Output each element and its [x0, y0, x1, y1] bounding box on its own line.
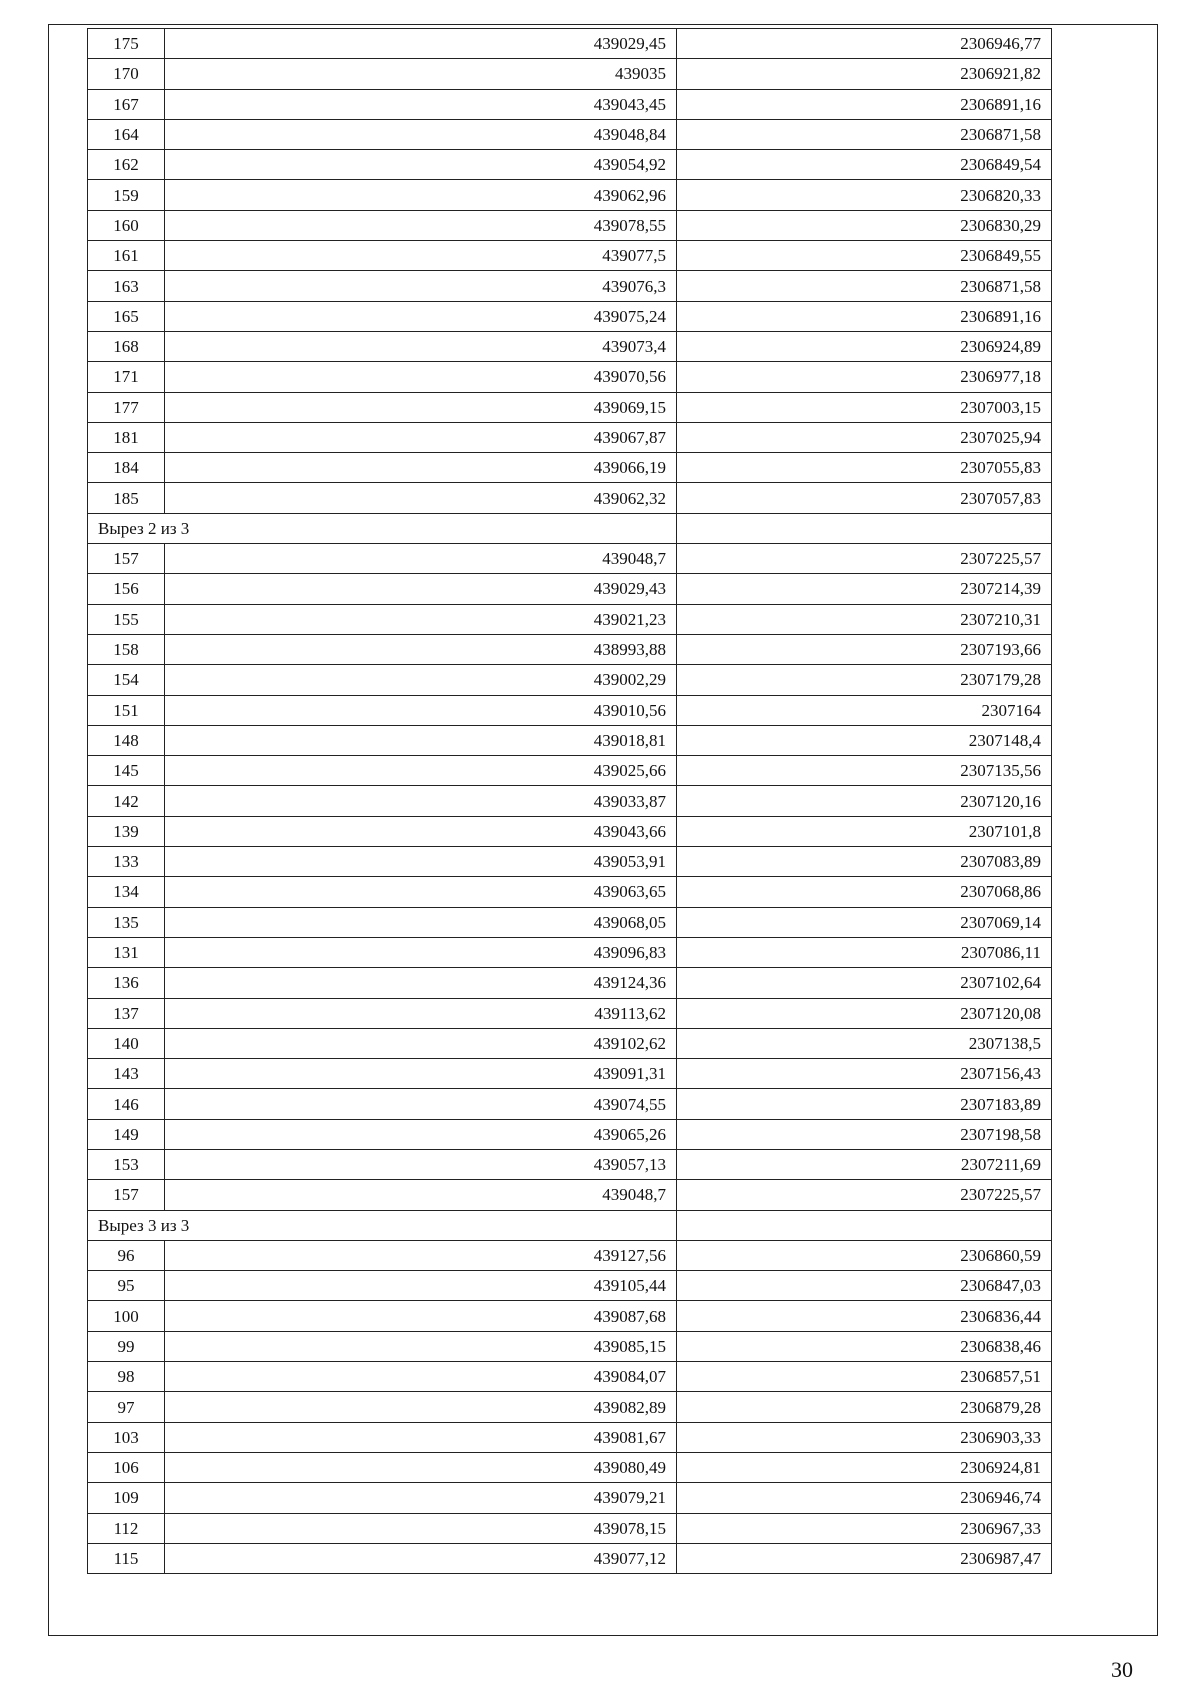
x-coordinate-cell: 439063,65: [165, 877, 677, 907]
y-coordinate-cell: 2307083,89: [677, 847, 1052, 877]
x-coordinate-cell: 439096,83: [165, 937, 677, 967]
x-coordinate-cell: 439078,15: [165, 1513, 677, 1543]
table-row: [88, 1240, 1052, 1270]
table-row: [88, 1028, 1052, 1058]
x-coordinate-cell: 439066,19: [165, 453, 677, 483]
y-coordinate-cell: 2306849,55: [677, 241, 1052, 271]
table-row: [88, 1513, 1052, 1543]
table-row: [88, 1483, 1052, 1513]
point-number-cell: 159: [88, 180, 165, 210]
table-row: [88, 1422, 1052, 1452]
x-coordinate-cell: 439075,24: [165, 301, 677, 331]
y-coordinate-cell: 2307164: [677, 695, 1052, 725]
x-coordinate-cell: 439081,67: [165, 1422, 677, 1452]
x-coordinate-cell: 439087,68: [165, 1301, 677, 1331]
x-coordinate-cell: 439048,7: [165, 1180, 677, 1210]
y-coordinate-cell: 2307183,89: [677, 1089, 1052, 1119]
table-row: [88, 604, 1052, 634]
point-number-cell: 181: [88, 422, 165, 452]
table-row: [88, 1119, 1052, 1149]
y-coordinate-cell: 2306871,58: [677, 119, 1052, 149]
point-number-cell: 100: [88, 1301, 165, 1331]
table-row: [88, 331, 1052, 361]
y-coordinate-cell: 2307225,57: [677, 1180, 1052, 1210]
x-coordinate-cell: 439069,15: [165, 392, 677, 422]
x-coordinate-cell: 439043,66: [165, 816, 677, 846]
x-coordinate-cell: 439124,36: [165, 968, 677, 998]
point-number-cell: 156: [88, 574, 165, 604]
table-row: [88, 483, 1052, 513]
point-number-cell: 151: [88, 695, 165, 725]
table-row: [88, 937, 1052, 967]
y-coordinate-cell: 2306967,33: [677, 1513, 1052, 1543]
y-coordinate-cell: 2307120,08: [677, 998, 1052, 1028]
y-coordinate-cell: 2307198,58: [677, 1119, 1052, 1149]
x-coordinate-cell: 439065,26: [165, 1119, 677, 1149]
point-number-cell: 96: [88, 1240, 165, 1270]
y-coordinate-cell: 2306924,89: [677, 331, 1052, 361]
point-number-cell: 136: [88, 968, 165, 998]
point-number-cell: 131: [88, 937, 165, 967]
y-coordinate-cell: 2307135,56: [677, 756, 1052, 786]
table-row: [88, 968, 1052, 998]
point-number-cell: 162: [88, 150, 165, 180]
table-row: [88, 574, 1052, 604]
point-number-cell: 163: [88, 271, 165, 301]
section-empty-cell: [677, 513, 1052, 543]
point-number-cell: 185: [88, 483, 165, 513]
x-coordinate-cell: 439029,45: [165, 29, 677, 59]
y-coordinate-cell: 2307210,31: [677, 604, 1052, 634]
point-number-cell: 109: [88, 1483, 165, 1513]
y-coordinate-cell: 2307101,8: [677, 816, 1052, 846]
y-coordinate-cell: 2306946,77: [677, 29, 1052, 59]
point-number-cell: 161: [88, 241, 165, 271]
table-row: [88, 89, 1052, 119]
point-number-cell: 112: [88, 1513, 165, 1543]
coordinates-table-body: [88, 29, 1052, 1574]
table-row: [88, 1331, 1052, 1361]
x-coordinate-cell: 439076,3: [165, 271, 677, 301]
x-coordinate-cell: 439105,44: [165, 1271, 677, 1301]
point-number-cell: 140: [88, 1028, 165, 1058]
point-number-cell: 164: [88, 119, 165, 149]
x-coordinate-cell: 439082,89: [165, 1392, 677, 1422]
point-number-cell: 168: [88, 331, 165, 361]
point-number-cell: 115: [88, 1543, 165, 1573]
section-empty-cell: [677, 1210, 1052, 1240]
section-header-row: [88, 1210, 1052, 1240]
table-row: [88, 453, 1052, 483]
point-number-cell: 103: [88, 1422, 165, 1452]
x-coordinate-cell: 439029,43: [165, 574, 677, 604]
x-coordinate-cell: 439127,56: [165, 1240, 677, 1270]
y-coordinate-cell: 2307069,14: [677, 907, 1052, 937]
x-coordinate-cell: 439053,91: [165, 847, 677, 877]
table-row: [88, 877, 1052, 907]
x-coordinate-cell: 439062,32: [165, 483, 677, 513]
table-row: [88, 756, 1052, 786]
table-row: [88, 1089, 1052, 1119]
table-row: [88, 241, 1052, 271]
x-coordinate-cell: 439054,92: [165, 150, 677, 180]
x-coordinate-cell: 439048,84: [165, 119, 677, 149]
x-coordinate-cell: 439021,23: [165, 604, 677, 634]
point-number-cell: 160: [88, 210, 165, 240]
table-row: [88, 362, 1052, 392]
y-coordinate-cell: 2306860,59: [677, 1240, 1052, 1270]
x-coordinate-cell: 438993,88: [165, 634, 677, 664]
x-coordinate-cell: 439085,15: [165, 1331, 677, 1361]
x-coordinate-cell: 439002,29: [165, 665, 677, 695]
point-number-cell: 95: [88, 1271, 165, 1301]
point-number-cell: 171: [88, 362, 165, 392]
x-coordinate-cell: 439035: [165, 59, 677, 89]
x-coordinate-cell: 439033,87: [165, 786, 677, 816]
point-number-cell: 170: [88, 59, 165, 89]
x-coordinate-cell: 439062,96: [165, 180, 677, 210]
x-coordinate-cell: 439068,05: [165, 907, 677, 937]
point-number-cell: 158: [88, 634, 165, 664]
point-number-cell: 167: [88, 89, 165, 119]
table-row: [88, 210, 1052, 240]
x-coordinate-cell: 439078,55: [165, 210, 677, 240]
y-coordinate-cell: 2307179,28: [677, 665, 1052, 695]
point-number-cell: 153: [88, 1149, 165, 1179]
x-coordinate-cell: 439084,07: [165, 1362, 677, 1392]
y-coordinate-cell: 2306921,82: [677, 59, 1052, 89]
x-coordinate-cell: 439057,13: [165, 1149, 677, 1179]
point-number-cell: 177: [88, 392, 165, 422]
table-row: [88, 695, 1052, 725]
table-row: [88, 271, 1052, 301]
table-row: [88, 1271, 1052, 1301]
table-row: [88, 301, 1052, 331]
y-coordinate-cell: 2306871,58: [677, 271, 1052, 301]
x-coordinate-cell: 439025,66: [165, 756, 677, 786]
table-row: [88, 1059, 1052, 1089]
y-coordinate-cell: 2306849,54: [677, 150, 1052, 180]
x-coordinate-cell: 439048,7: [165, 544, 677, 574]
table-row: [88, 1452, 1052, 1482]
point-number-cell: 133: [88, 847, 165, 877]
point-number-cell: 135: [88, 907, 165, 937]
x-coordinate-cell: 439077,5: [165, 241, 677, 271]
point-number-cell: 134: [88, 877, 165, 907]
point-number-cell: 175: [88, 29, 165, 59]
table-row: [88, 150, 1052, 180]
table-row: [88, 665, 1052, 695]
section-label: Вырез 2 из 3: [88, 513, 677, 543]
table-row: [88, 422, 1052, 452]
y-coordinate-cell: 2306903,33: [677, 1422, 1052, 1452]
y-coordinate-cell: 2307057,83: [677, 483, 1052, 513]
y-coordinate-cell: 2307102,64: [677, 968, 1052, 998]
table-row: [88, 392, 1052, 422]
y-coordinate-cell: 2307156,43: [677, 1059, 1052, 1089]
point-number-cell: 148: [88, 725, 165, 755]
table-row: [88, 786, 1052, 816]
table-row: [88, 725, 1052, 755]
y-coordinate-cell: 2306857,51: [677, 1362, 1052, 1392]
point-number-cell: 154: [88, 665, 165, 695]
y-coordinate-cell: 2306830,29: [677, 210, 1052, 240]
table-row: [88, 634, 1052, 664]
y-coordinate-cell: 2306924,81: [677, 1452, 1052, 1482]
table-row: [88, 847, 1052, 877]
y-coordinate-cell: 2307025,94: [677, 422, 1052, 452]
table-row: [88, 1301, 1052, 1331]
y-coordinate-cell: 2307003,15: [677, 392, 1052, 422]
y-coordinate-cell: 2307068,86: [677, 877, 1052, 907]
table-row: [88, 544, 1052, 574]
table-row: [88, 119, 1052, 149]
coordinates-table: [87, 28, 1052, 1574]
table-row: [88, 907, 1052, 937]
x-coordinate-cell: 439113,62: [165, 998, 677, 1028]
y-coordinate-cell: 2307214,39: [677, 574, 1052, 604]
x-coordinate-cell: 439077,12: [165, 1543, 677, 1573]
point-number-cell: 98: [88, 1362, 165, 1392]
x-coordinate-cell: 439091,31: [165, 1059, 677, 1089]
point-number-cell: 97: [88, 1392, 165, 1422]
y-coordinate-cell: 2306847,03: [677, 1271, 1052, 1301]
table-row: [88, 1149, 1052, 1179]
y-coordinate-cell: 2306891,16: [677, 89, 1052, 119]
y-coordinate-cell: 2307120,16: [677, 786, 1052, 816]
point-number-cell: 155: [88, 604, 165, 634]
point-number-cell: 106: [88, 1452, 165, 1482]
x-coordinate-cell: 439010,56: [165, 695, 677, 725]
x-coordinate-cell: 439102,62: [165, 1028, 677, 1058]
y-coordinate-cell: 2306891,16: [677, 301, 1052, 331]
point-number-cell: 143: [88, 1059, 165, 1089]
y-coordinate-cell: 2306977,18: [677, 362, 1052, 392]
table-row: [88, 29, 1052, 59]
y-coordinate-cell: 2306820,33: [677, 180, 1052, 210]
y-coordinate-cell: 2307193,66: [677, 634, 1052, 664]
table-row: [88, 816, 1052, 846]
y-coordinate-cell: 2306836,44: [677, 1301, 1052, 1331]
table-row: [88, 180, 1052, 210]
y-coordinate-cell: 2306879,28: [677, 1392, 1052, 1422]
point-number-cell: 146: [88, 1089, 165, 1119]
point-number-cell: 142: [88, 786, 165, 816]
x-coordinate-cell: 439079,21: [165, 1483, 677, 1513]
point-number-cell: 157: [88, 544, 165, 574]
x-coordinate-cell: 439070,56: [165, 362, 677, 392]
point-number-cell: 157: [88, 1180, 165, 1210]
point-number-cell: 99: [88, 1331, 165, 1361]
table-row: [88, 998, 1052, 1028]
y-coordinate-cell: 2307211,69: [677, 1149, 1052, 1179]
table-row: [88, 1543, 1052, 1573]
section-label: Вырез 3 из 3: [88, 1210, 677, 1240]
point-number-cell: 165: [88, 301, 165, 331]
x-coordinate-cell: 439018,81: [165, 725, 677, 755]
table-row: [88, 1180, 1052, 1210]
x-coordinate-cell: 439073,4: [165, 331, 677, 361]
page-number: 30: [1111, 1657, 1133, 1682]
point-number-cell: 184: [88, 453, 165, 483]
x-coordinate-cell: 439080,49: [165, 1452, 677, 1482]
y-coordinate-cell: 2307138,5: [677, 1028, 1052, 1058]
y-coordinate-cell: 2307148,4: [677, 725, 1052, 755]
y-coordinate-cell: 2307225,57: [677, 544, 1052, 574]
point-number-cell: 139: [88, 816, 165, 846]
y-coordinate-cell: 2307086,11: [677, 937, 1052, 967]
y-coordinate-cell: 2306838,46: [677, 1331, 1052, 1361]
table-row: [88, 1362, 1052, 1392]
x-coordinate-cell: 439043,45: [165, 89, 677, 119]
y-coordinate-cell: 2306946,74: [677, 1483, 1052, 1513]
y-coordinate-cell: 2307055,83: [677, 453, 1052, 483]
x-coordinate-cell: 439074,55: [165, 1089, 677, 1119]
section-header-row: [88, 513, 1052, 543]
x-coordinate-cell: 439067,87: [165, 422, 677, 452]
table-row: [88, 59, 1052, 89]
y-coordinate-cell: 2306987,47: [677, 1543, 1052, 1573]
point-number-cell: 137: [88, 998, 165, 1028]
point-number-cell: 149: [88, 1119, 165, 1149]
table-row: [88, 1392, 1052, 1422]
point-number-cell: 145: [88, 756, 165, 786]
